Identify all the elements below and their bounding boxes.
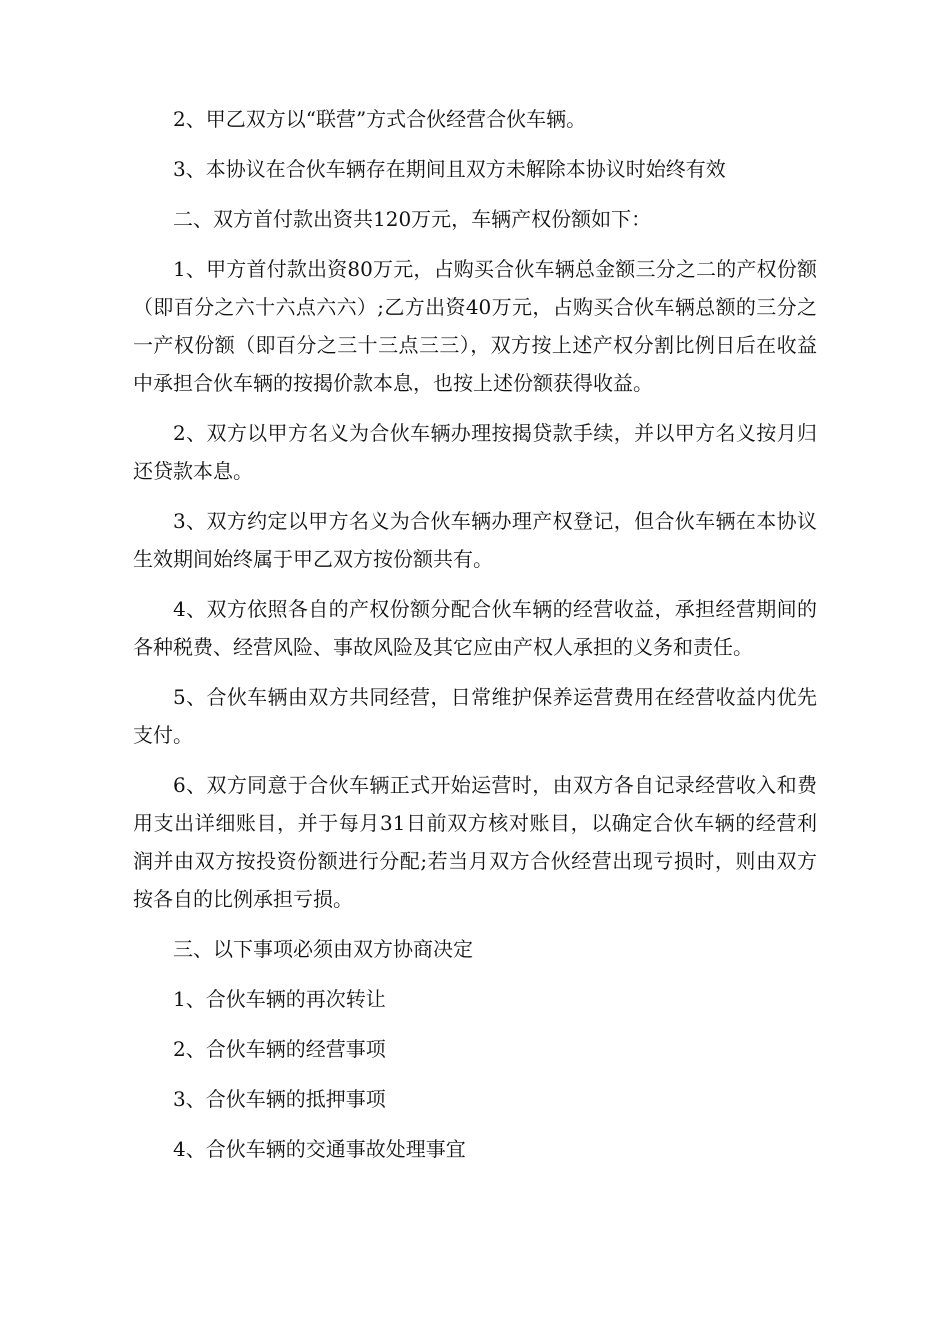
paragraph-2-joint-operation: 2、甲乙双方以“联营”方式合伙经营合伙车辆。 [173, 107, 587, 131]
paragraph-3-property-registration: 3、双方约定以甲方名义为合伙车辆办理产权登记，但合伙车辆在本协议生效期间始终属于甲乙双方按份额共有。 [133, 509, 817, 571]
section-2-heading: 二、双方首付款出资共120万元，车辆产权份额如下： [173, 207, 652, 231]
document-body [133, 100, 817, 1180]
paragraph-2-mortgage-loan: 2、双方以甲方名义为合伙车辆办理按揭贷款手续，并以甲方名义按月归还贷款本息。 [133, 421, 817, 483]
paragraph-1-capital-shares: 1、甲方首付款出资80万元，占购买合伙车辆总金额三分之二的产权份额（即百分之六十六点六六）;乙方出资40万元，占购买合伙车辆总额的三分之一产权份额（即百分之三十三点三三），双方按上述产权分割比例日后在收益中承担合伙车辆的按揭价款本息，也按上述份额获得收益。 [133, 257, 817, 395]
list-item-accident: 4、合伙车辆的交通事故处理事宜 [173, 1137, 466, 1161]
section-3-heading: 三、以下事项必须由双方协商决定 [173, 937, 473, 961]
paragraph-5-joint-management: 5、合伙车辆由双方共同经营，日常维护保养运营费用在经营收益内优先支付。 [133, 685, 817, 747]
list-item-pledge: 3、合伙车辆的抵押事项 [173, 1087, 386, 1111]
paragraph-3-validity: 3、本协议在合伙车辆存在期间且双方未解除本协议时始终有效 [173, 157, 726, 181]
list-item-transfer: 1、合伙车辆的再次转让 [173, 987, 386, 1011]
paragraph-6-accounting: 6、双方同意于合伙车辆正式开始运营时，由双方各自记录经营收入和费用支出详细账目，并于每月31日前双方核对账目，以确定合伙车辆的经营利润并由双方按投资份额进行分配;若当月双方合伙经营出现亏损时，则由双方按各自的比例承担亏损。 [133, 773, 817, 911]
list-item-operation: 2、合伙车辆的经营事项 [173, 1037, 386, 1061]
paragraph-4-profit-distribution: 4、双方依照各自的产权份额分配合伙车辆的经营收益，承担经营期间的各种税费、经营风险、事故风险及其它应由产权人承担的义务和责任。 [133, 597, 817, 659]
